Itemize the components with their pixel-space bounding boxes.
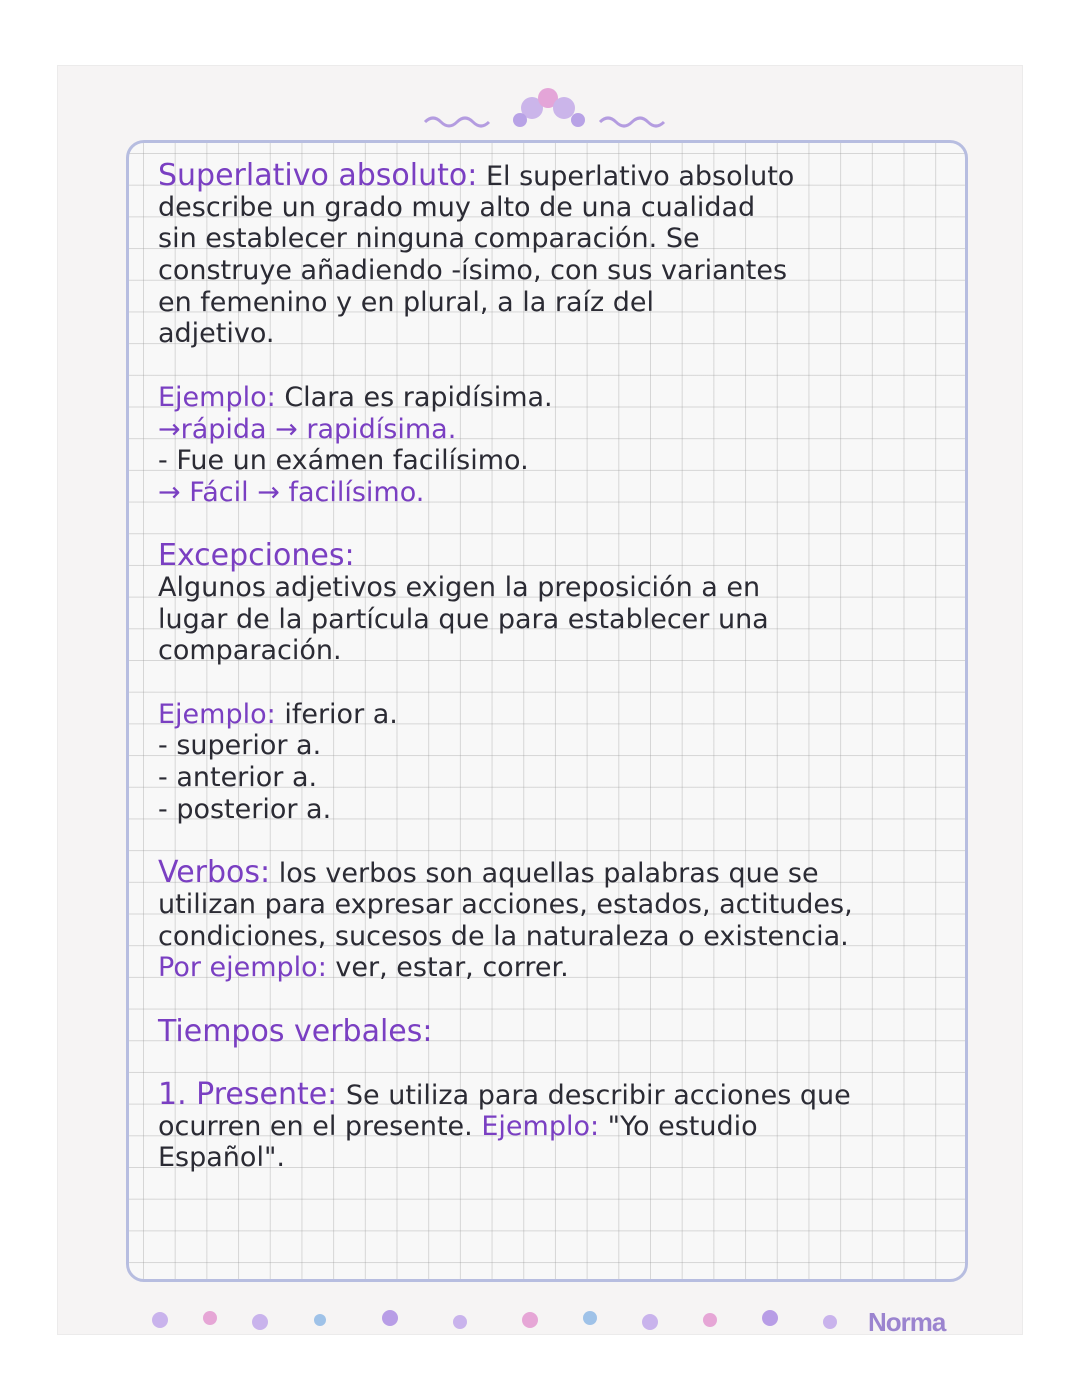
superlativo-line-1: describe un grado muy alto de una cualidad — [158, 191, 756, 223]
ejemplo2-line-1: - anterior a. — [158, 762, 318, 794]
excepciones-title: Excepciones: — [158, 538, 355, 574]
por-ejemplo-label: Por ejemplo: — [158, 952, 327, 984]
superlativo-line-2: sin establecer ninguna comparación. Se — [158, 223, 700, 255]
presente-ejemplo-label: Ejemplo: — [481, 1110, 600, 1142]
presente-line-0: Se utiliza para describir acciones que — [345, 1079, 851, 1111]
verbos-line-1: utilizan para expresar acciones, estados, actitudes, — [158, 888, 853, 920]
verbos-heading-line — [158, 857, 948, 889]
superlativo-line-0: El superlativo absoluto — [485, 161, 795, 192]
superlativo-heading-line — [158, 160, 948, 192]
superlativo-line-4: en femenino y en plural, a la raíz del — [158, 286, 655, 318]
presente-label: 1. Presente: — [158, 1076, 338, 1112]
superlativo-title: Superlativo absoluto: — [158, 158, 478, 193]
ejemplo2-line-0: - superior a. — [158, 730, 322, 762]
ejemplo1-line-0: →rápida → rapidísima. — [158, 413, 457, 445]
superlativo-line-3: construye añadiendo -ísimo, con sus variantes — [158, 255, 788, 287]
ejemplo2-line — [158, 699, 948, 731]
por-ejemplo-line — [158, 952, 948, 984]
verbos-line-2: condiciones, sucesos de la naturaleza o existencia. — [158, 920, 849, 952]
brand-logo: Norma — [868, 1307, 946, 1337]
bottom-flowers-decoration-icon — [140, 1300, 980, 1340]
presente-line-1: ocurren en el presente. — [158, 1110, 473, 1142]
presente-last-line: Español". — [158, 1142, 285, 1174]
flower-decoration-icon — [420, 80, 670, 140]
ejemplo1-label: Ejemplo: — [158, 381, 276, 413]
ejemplo1-text: Clara es rapidísima. — [284, 381, 553, 413]
por-ejemplo-text: ver, estar, correr. — [335, 952, 569, 984]
superlativo-line-5: adjetivo. — [158, 318, 275, 350]
presente-ejemplo-text: "Yo estudio — [607, 1110, 758, 1142]
presente-heading-line — [158, 1076, 948, 1112]
ejemplo2-line-2: - posterior a. — [158, 793, 332, 825]
excepciones-line-2: comparación. — [158, 635, 342, 667]
verbos-line-0: los verbos son aquellas palabras que se — [278, 858, 819, 890]
verbos-title: Verbos: — [158, 855, 271, 891]
ejemplo2-label: Ejemplo: — [158, 698, 276, 730]
ejemplo1-line-1: - Fue un exámen facilísimo. — [158, 445, 529, 477]
presente-line-1-wrap — [158, 1111, 948, 1143]
ejemplo1-line-2: → Fácil → facilísimo. — [158, 476, 425, 508]
excepciones-line-0: Algunos adjetivos exigen la preposición a en — [158, 571, 761, 603]
ejemplo1-line — [158, 382, 948, 414]
ejemplo2-text: iferior a. — [284, 698, 398, 730]
notes-content — [158, 160, 948, 1174]
tiempos-title: Tiempos verbales: — [158, 1013, 433, 1049]
excepciones-line-1: lugar de la partícula que para establecer una — [158, 603, 769, 635]
